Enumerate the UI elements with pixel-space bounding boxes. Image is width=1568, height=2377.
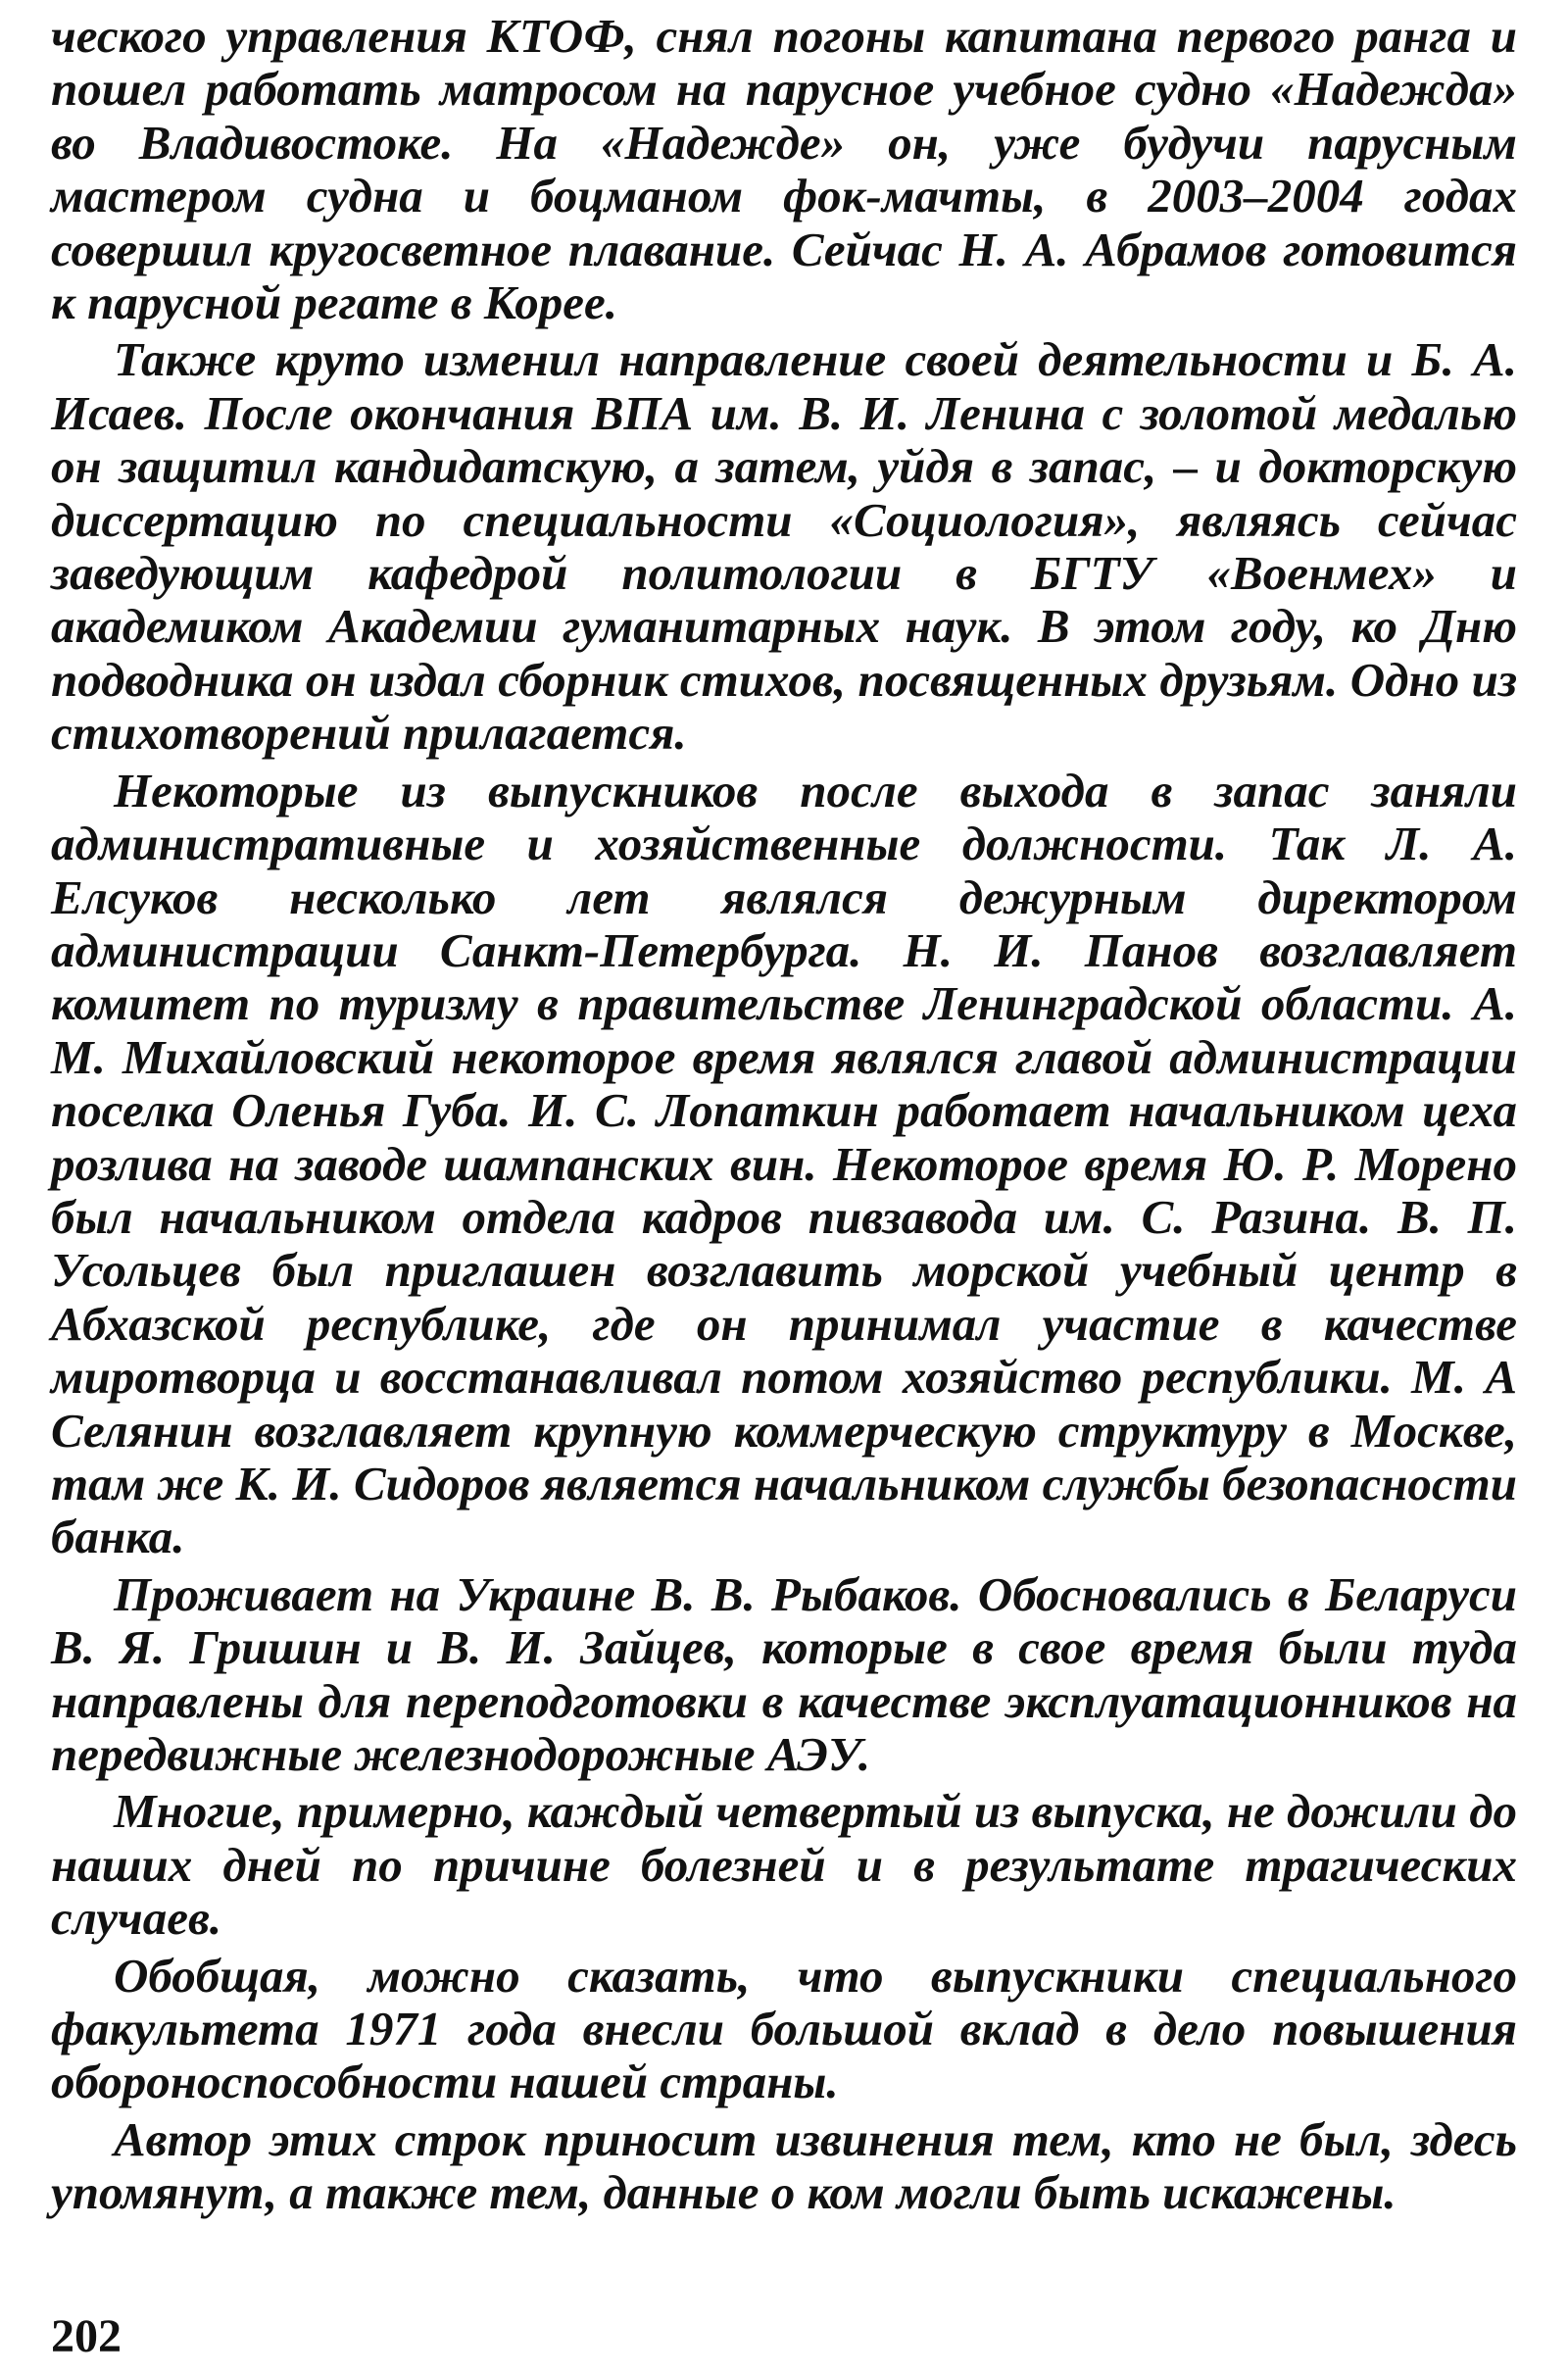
paragraph-continuation: ческого управления КТОФ, снял погоны капитана первого ранга и пошел работать матросом на парусное учебное судно «Надежда» во Владивостоке. На «Надежде» он, уже будучи парусным мастером судна и боцманом фок-мачты, в 2003–2004 годах совершил кругосветное плавание. Сейчас Н. А. Абрамов готовится к парусной регате в Корее.: [51, 9, 1517, 330]
paragraph-conclusion: Обобщая, можно сказать, что выпускники специального факультета 1971 года внесли большой вклад в дело повышения обороноспособности нашей страны.: [51, 1948, 1517, 2109]
paragraph-abroad: Проживает на Украине В. В. Рыбаков. Обосновались в Беларуси В. Я. Гришин и В. И. Зайцев, которые в свое время были туда направлены для переподготовки в качестве эксплуатационников на передвижные железнодорожные АЭУ.: [51, 1566, 1517, 1781]
paragraph-administrative-posts: Некоторые из выпускников после выхода в запас заняли административные и хозяйственные должности. Так Л. А. Елсуков несколько лет являлся дежурным директором администрации Санкт-Петербурга. Н. И. Панов возглавляет комитет по туризму в правительстве Ленинградской области. А. М. Михайловский некоторое время являлся главой администрации поселка Оленья Губа. И. С. Лопаткин работает начальником цеха розлива на заводе шампанских вин. Некоторое время Ю. Р. Морено был начальником отдела кадров пивзавода им. С. Разина. В. П. Усольцев был приглашен возглавить морской учебный центр в Абхазской республике, где он принимал участие в качестве миротворца и восстанавливал потом хозяйство республики. М. А Селянин возглавляет крупную коммерческую структуру в Москве, там же К. И. Сидоров является начальником службы безопасности банка.: [51, 763, 1517, 1564]
document-page: [51, 10, 1517, 2367]
page-number: 202: [51, 2310, 122, 2362]
paragraph-memorial: Многие, примерно, каждый четвертый из выпуска, не дожили до наших дней по причине болезней и в результате трагических случаев.: [51, 1784, 1517, 1946]
paragraph-isaev: Также круто изменил направление своей деятельности и Б. А. Исаев. После окончания ВПА им. В. И. Ленина с золотой медалью он защитил кандидатскую, а затем, уйдя в запас, – и докторскую диссертацию по специальности «Социология», являясь сейчас заведующим кафедрой политологии в БГТУ «Военмех» и академиком Академии гуманитарных наук. В этом году, ко Дню подводника он издал сборник стихов, посвященных друзьям. Одно из стихотворений прилагается.: [51, 332, 1517, 761]
paragraph-author-apology: Автор этих строк приносит извинения тем, кто не был, здесь упомянут, а также тем, данные о ком могли быть искажены.: [51, 2111, 1517, 2220]
